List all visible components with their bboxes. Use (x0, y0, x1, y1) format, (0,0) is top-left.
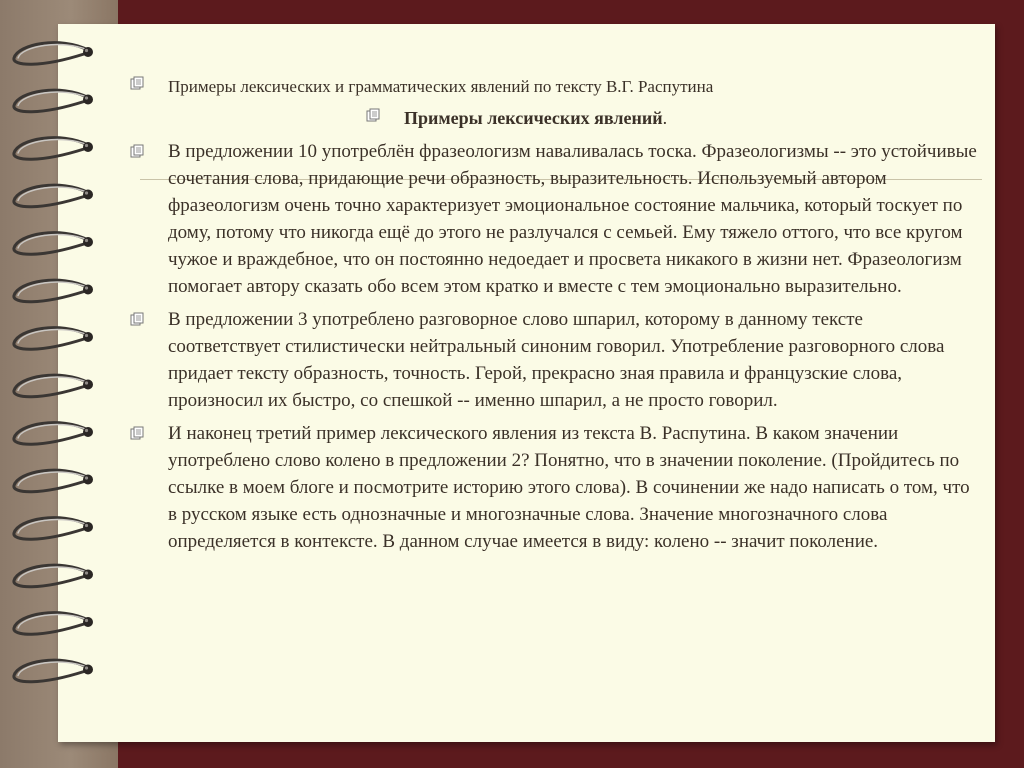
spiral-ring (14, 43, 93, 65)
notebook-bullet-icon (130, 76, 146, 90)
paragraph-text: И наконец третий пример лексического явления из текста В. Распутина. В каком значении употреблено слово колено в предложении 2? Понятно, что в значении поколение. (Пройдитесь по ссылке в моем блоге и посмотрите историю этого слова). В сочинении же надо написать о том, что в русском языке есть однозначные и многозначные слова. Значение многозначного слова определяется в контексте. В данном случае имеется в виду: колено -- значит поколение. (168, 423, 970, 552)
slide-subtitle-period: . (662, 108, 668, 128)
spiral-ring (14, 375, 93, 397)
slide-content (128, 72, 988, 561)
spiral-ring (14, 518, 93, 540)
notebook-bullet-icon (366, 108, 382, 122)
slide-subtitle-item (364, 104, 988, 132)
spiral-ring (14, 660, 93, 682)
paragraph-phraseologism (128, 138, 988, 300)
paragraph-text: В предложении 10 употреблён фразеологизм наваливалась тоска. Фразеологизмы -- это устойчивые сочетания слова, придающие речи образность, выразительность. Используемый автором фразеологизм очень точно характеризует эмоциональное состояние мальчика, который тоскует по дому, потому что никогда ещё до этого не разлучался с семьей. Ему тяжело оттого, что все кругом чужое и враждебное, что он постоянно недоедает и просвета никакого в жизни нет. Фразеологизм помогает автору сказать обо всем этом кратко и вместе с тем эмоционально выразительно. (168, 141, 977, 297)
spiral-ring (14, 613, 93, 635)
slide-subtitle: Примеры лексических явлений (404, 108, 663, 128)
paragraph-polysemous-word (128, 420, 988, 555)
paragraph-colloquial-word (128, 306, 988, 414)
spiral-binding (0, 0, 110, 768)
paragraph-text: В предложении 3 употреблено разговорное слово шпарил, которому в данному тексте соответствует стилистически нейтральный синоним говорил. Употребление разговорного слова придает тексту образность, точность. Герой, прекрасно зная правила и французские слова, произносил их быстро, со спешкой -- именно шпарил, а не просто говорил. (168, 309, 945, 411)
spiral-ring (14, 470, 93, 492)
notebook-bullet-icon (130, 426, 146, 440)
spiral-ring (14, 565, 93, 587)
slide-title: Примеры лексических и грамматических явлений по тексту В.Г. Распутина (168, 77, 714, 96)
slide-title-item (128, 72, 988, 102)
notebook-bullet-icon (130, 144, 146, 158)
spiral-ring (14, 185, 93, 207)
spiral-ring (14, 423, 93, 445)
spiral-ring (14, 138, 93, 160)
spiral-ring (14, 280, 93, 302)
notebook-bullet-icon (130, 312, 146, 326)
spiral-ring (14, 328, 93, 350)
spiral-ring (14, 233, 93, 255)
spiral-ring (14, 90, 93, 112)
